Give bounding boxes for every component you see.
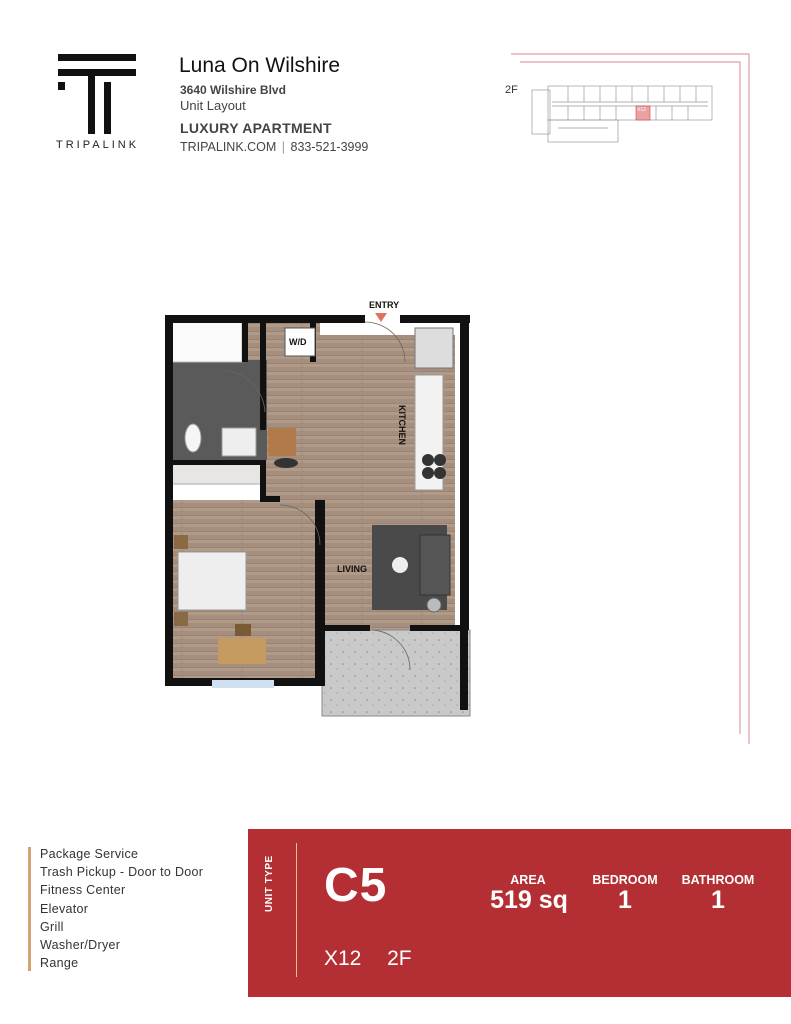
keyplan-unit-tag: X12 <box>637 107 646 113</box>
living-label: LIVING <box>337 564 368 574</box>
area-value: 519 sq <box>490 886 568 914</box>
keyplan-floor-label: 2F <box>505 84 518 96</box>
contact-line <box>180 140 368 154</box>
kitchen-label: KITCHEN <box>397 405 407 445</box>
amenity-item: Range <box>40 956 79 971</box>
floor-plan <box>160 300 472 720</box>
amenity-item: Elevator <box>40 901 89 916</box>
website-link[interactable]: TRIPALINK.COM <box>180 140 277 154</box>
brand-name: TRIPALINK <box>56 139 140 151</box>
unit-type-code: C5 <box>324 859 388 912</box>
unit-type-divider <box>296 843 297 977</box>
amenity-item: Washer/Dryer <box>40 938 121 953</box>
amenity-item: Package Service <box>40 847 139 861</box>
amenity-item: Grill <box>40 919 64 934</box>
amenity-item: Fitness Center <box>40 883 126 898</box>
contact-separator: | <box>281 140 286 154</box>
bedroom-value: 1 <box>618 886 632 914</box>
unit-floor: 2F <box>387 947 412 970</box>
property-name: Luna On Wilshire <box>179 54 341 77</box>
property-category: LUXURY APARTMENT <box>180 120 332 136</box>
amenities-list <box>40 845 203 972</box>
property-address: 3640 Wilshire Blvd <box>180 83 286 97</box>
unit-number-floor <box>324 947 412 971</box>
keyplan-map <box>528 80 718 146</box>
unit-type-label: UNIT TYPE <box>264 855 275 912</box>
unit-number: X12 <box>324 947 362 970</box>
washer-dryer-label: W/D <box>289 337 307 347</box>
entry-label: ENTRY <box>369 300 400 310</box>
bedroom-label: BEDROOM <box>592 873 658 887</box>
phone-number[interactable]: 833-521-3999 <box>290 140 369 154</box>
amenities-accent-bar <box>28 847 31 971</box>
amenity-item: Trash Pickup - Door to Door <box>40 865 204 880</box>
layout-subtitle: Unit Layout <box>180 98 246 113</box>
area-label: AREA <box>510 873 546 887</box>
brand-logo <box>56 54 140 134</box>
bathroom-value: 1 <box>711 886 725 914</box>
bathroom-label: BATHROOM <box>681 873 755 887</box>
